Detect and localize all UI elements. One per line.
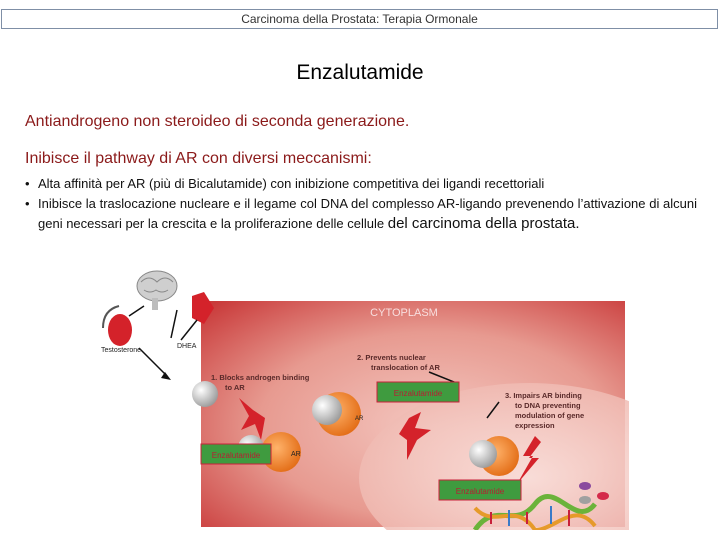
bullet-text-main: Alta affinità per AR (più di Bicalutamide) con inibizione competitiva dei ligandi recettoriali bbox=[38, 176, 545, 191]
step3-text: 3. Impairs AR binding to DNA preventing modulation of gene expression bbox=[505, 391, 585, 430]
arrow bbox=[171, 310, 177, 338]
testosterone-label: Testosterone bbox=[101, 347, 142, 354]
arrowhead bbox=[161, 372, 171, 380]
ar-label: AR bbox=[355, 416, 364, 422]
svg-text:Enzalutamide: Enzalutamide bbox=[455, 487, 505, 496]
bullet-symbol: • bbox=[25, 196, 30, 211]
androgen-ball bbox=[469, 440, 497, 468]
androgen-ball bbox=[192, 381, 218, 407]
header-bar bbox=[1, 9, 718, 29]
bullet-symbol: • bbox=[25, 176, 30, 191]
arrow bbox=[129, 306, 144, 316]
cofactor-dot bbox=[579, 496, 591, 504]
bullet-text bbox=[38, 194, 697, 234]
bullet-item bbox=[25, 194, 697, 234]
bullet-item bbox=[25, 174, 697, 194]
step1-text: 1. Blocks androgen binding to AR bbox=[211, 373, 310, 392]
svg-text:Enzalutamide: Enzalutamide bbox=[393, 389, 443, 398]
bullet-text-tail: del carcinoma della prostata. bbox=[387, 215, 580, 232]
enzalutamide-box bbox=[439, 480, 521, 500]
bullet-list bbox=[25, 174, 697, 234]
testis-icon bbox=[103, 306, 132, 346]
cofactor-dot bbox=[579, 482, 591, 490]
step2-text: 2. Prevents nuclear translocation of AR bbox=[357, 353, 440, 372]
enzalutamide-mechanism-diagram bbox=[99, 268, 629, 530]
cofactor-dot bbox=[597, 492, 609, 500]
ar-label: AR bbox=[291, 451, 301, 458]
arrow bbox=[181, 320, 197, 340]
cytoplasm-label: CYTOPLASM bbox=[370, 307, 438, 319]
slide-subtitle: Antiandrogeno non steroideo di seconda generazione. bbox=[25, 113, 410, 130]
bullet-text bbox=[38, 174, 697, 194]
header-title: Carcinoma della Prostata: Terapia Ormonale bbox=[241, 12, 478, 26]
slide-title: Enzalutamide bbox=[296, 61, 424, 84]
svg-text:Enzalutamide: Enzalutamide bbox=[211, 451, 261, 460]
bullet-text-main: Inibisce la traslocazione nucleare e il legame col DNA del complesso AR-ligando prevenendo l’attivazione di alcuni geni necessari per la crescita e la proliferazione delle cellule bbox=[38, 196, 697, 231]
dhea-label: DHEA bbox=[177, 343, 197, 350]
enzalutamide-box bbox=[377, 382, 459, 402]
androgen-ball bbox=[312, 395, 342, 425]
section-heading: Inibisce il pathway di AR con diversi meccanismi: bbox=[25, 150, 372, 167]
enzalutamide-box bbox=[201, 444, 271, 464]
arrow bbox=[139, 348, 167, 376]
brain-icon bbox=[137, 271, 177, 310]
